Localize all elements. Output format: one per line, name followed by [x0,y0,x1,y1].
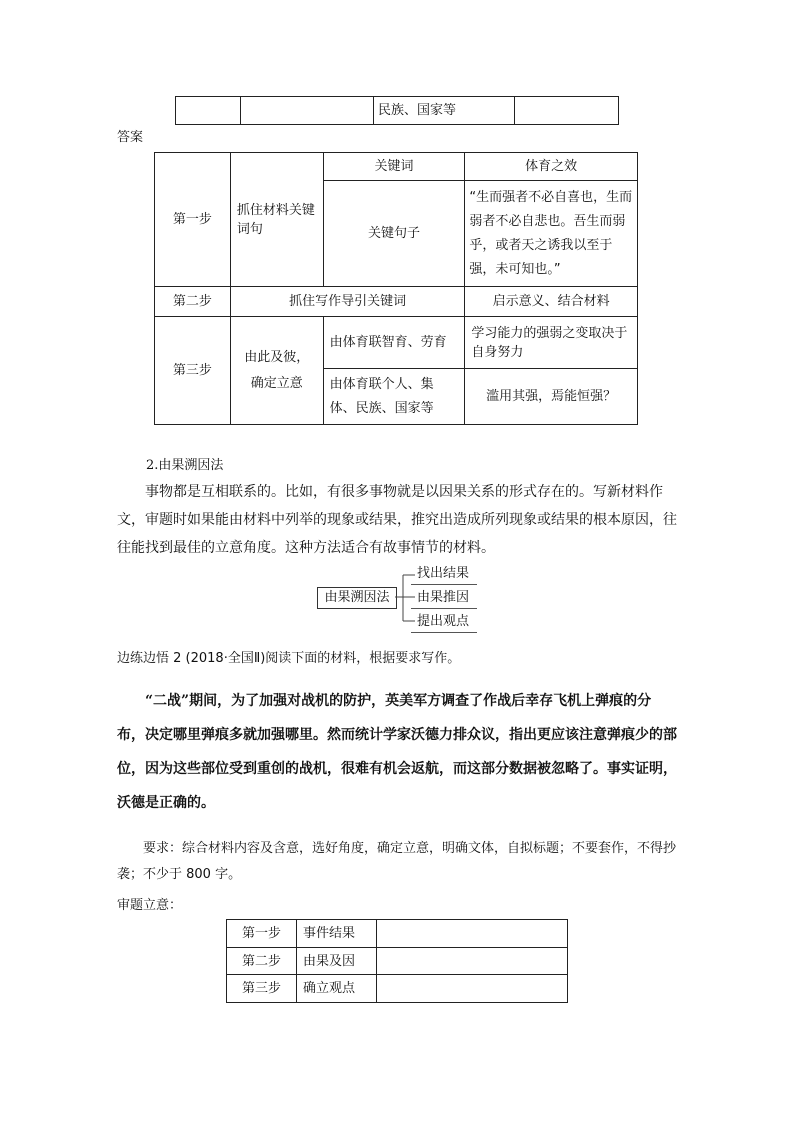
audit-item-cell: 事件结果 [297,920,377,948]
step2-method-cell: 抓住写作导引关键词 [230,287,465,317]
step1-method-cell: 抓住材料关键词句 [230,153,323,287]
section-heading: 2.由果溯因法 [146,458,224,473]
step3a-result-cell: 学习能力的强弱之变取决于自身努力 [465,317,638,369]
exercise-requirement: 要求：综合材料内容及含意，选好角度，确定立意，明确文体，自拟标题；不要套作，不得抄袭；不少于 800 字。 [117,841,677,882]
audit-item-cell: 确立观点 [297,975,377,1003]
keyword-header: 关键词 [323,153,465,181]
step3-cell: 第三步 [155,317,231,425]
step2-result-cell: 启示意义、结合材料 [465,287,638,317]
top-partial-table [175,96,619,125]
mindmap-root: 由果溯因法 [317,587,397,609]
effect-header: 体育之效 [465,153,638,181]
step3b-cell: 由体育联个人、集体、民族、国家等 [323,369,465,425]
answer-label: 答案 [117,130,144,145]
step2-cell: 第二步 [155,287,231,317]
mindmap-leaf: 提出观点 [411,612,477,633]
top-cell-4 [515,97,619,125]
audit-table [226,919,568,1003]
section-paragraph: 事物都是互相联系的。比如，有很多事物就是以因果关系的形式存在的。写新材料作文，审题时如果能由材料中列举的现象或结果，推究出造成所列现象或结果的根本原因，往往能找到最佳的立意角度。这种方法适合有故事情节的材料。 [117,484,677,556]
mindmap-leaf: 由果推因 [411,588,477,609]
audit-label: 审题立意： [117,898,183,913]
keysentence-cell: 关键句子 [323,181,465,287]
step3-method-cell: 由此及彼，确定立意 [230,317,323,425]
step3a-cell: 由体育联智育、劳育 [323,317,465,369]
audit-blank-cell [377,948,568,975]
answer-table [154,152,638,425]
step3b-result-cell: 滥用其强，焉能恒强？ [465,369,638,425]
step1-cell: 第一步 [155,153,231,287]
exercise-material: “二战”期间，为了加强对战机的防护，英美军方调查了作战后幸存飞机上弹痕的分布，决定哪里弹痕多就加强哪里。然而统计学家沃德力排众议，指出更应该注意弹痕少的部位，因为这些部位受到重创的战机，很难有机会返航，而这部分数据被忽略了。事实证明，沃德是正确的。 [117,693,677,811]
top-cell-2 [241,97,374,125]
audit-blank-cell [377,975,568,1003]
audit-step-cell: 第三步 [227,975,297,1003]
top-cell-3: 民族、国家等 [374,97,515,125]
exercise-intro: 边练边悟 2 (2018·全国Ⅱ)阅读下面的材料，根据要求写作。 [117,651,461,666]
audit-step-cell: 第一步 [227,920,297,948]
audit-step-cell: 第二步 [227,948,297,975]
quote-cell: “生而强者不必自喜也，生而弱者不必自悲也。吾生而弱乎，或者天之诱我以至于强，未可知也。” [465,181,638,287]
audit-blank-cell [377,920,568,948]
mindmap-leaf: 找出结果 [411,564,477,585]
top-cell-1 [176,97,241,125]
audit-item-cell: 由果及因 [297,948,377,975]
